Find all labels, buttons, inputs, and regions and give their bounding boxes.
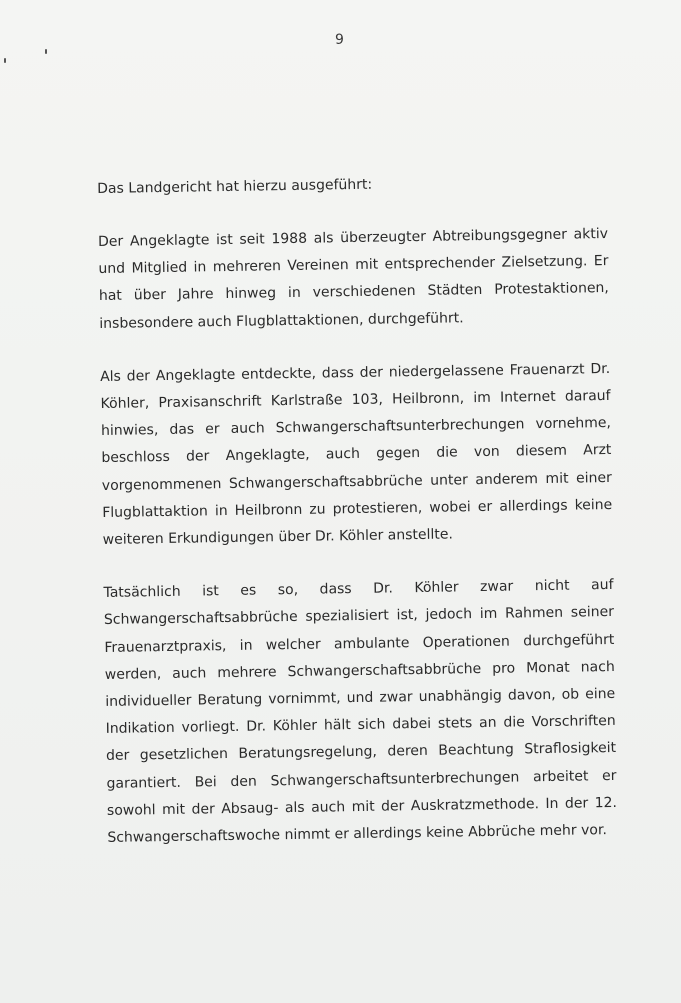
paragraph-background: Der Angeklagte ist seit 1988 als überzeugter Abtreibungsgegner aktiv und Mitglied in mehreren Vereinen mit entsprechender Zielsetzung. Er hat über Jahre hinweg in verschiedenen Städten Protestaktionen, insbesondere auch Flugblattaktionen, durchgeführt. — [97, 225, 609, 332]
intro-line: Das Landgericht hat hierzu ausgeführt: — [97, 176, 373, 197]
paragraph-facts: Tatsächlich ist es so, dass Dr. Köhler zwar nicht auf Schwangerschaftsabbrüche spezialisiert ist, jedoch im Rahmen seiner Frauenarztpraxis, in welcher ambulante Operationen durchgeführt werden, auch mehrere Schwangerschaftsabbrüche pro Monat nach individueller Beratung vornimmt, und zwar unabhängig davon, ob eine Indikation vorliegt. Dr. Köhler hält sich dabei stets an die Vorschriften der gesetzlichen Beratungsregelung, deren Beachtung Straflosigkeit garantiert. Bei den Schwangerschaftsunterbrechungen arbeitet er sowohl mit der Absaug- als auch mit der Auskratzmethode. In der 12. Schwangerschaftswoche nimmt er allerdings keine Abbrüche mehr vor. — [103, 577, 618, 846]
scan-speck — [45, 49, 47, 54]
document-body — [97, 168, 618, 878]
page-number: 9 — [335, 32, 344, 48]
scan-speck — [4, 58, 6, 63]
paragraph-discovery: Als der Angeklagte entdeckte, dass der niedergelassene Frauenarzt Dr. Köhler, Praxisanschrift Karlstraße 103, Heilbronn, im Internet darauf hinwies, das er auch Schwangerschaftsunterbrechungen vornehme, beschloss der Angeklagte, auch gegen die von diesem Arzt vorgenommenen Schwangerschaftsabbrüche unter anderem mit einer Flugblattaktion in Heilbronn zu protestieren, wobei er allerdings keine weiteren Erkundigungen über Dr. Köhler anstellte. — [100, 360, 613, 548]
